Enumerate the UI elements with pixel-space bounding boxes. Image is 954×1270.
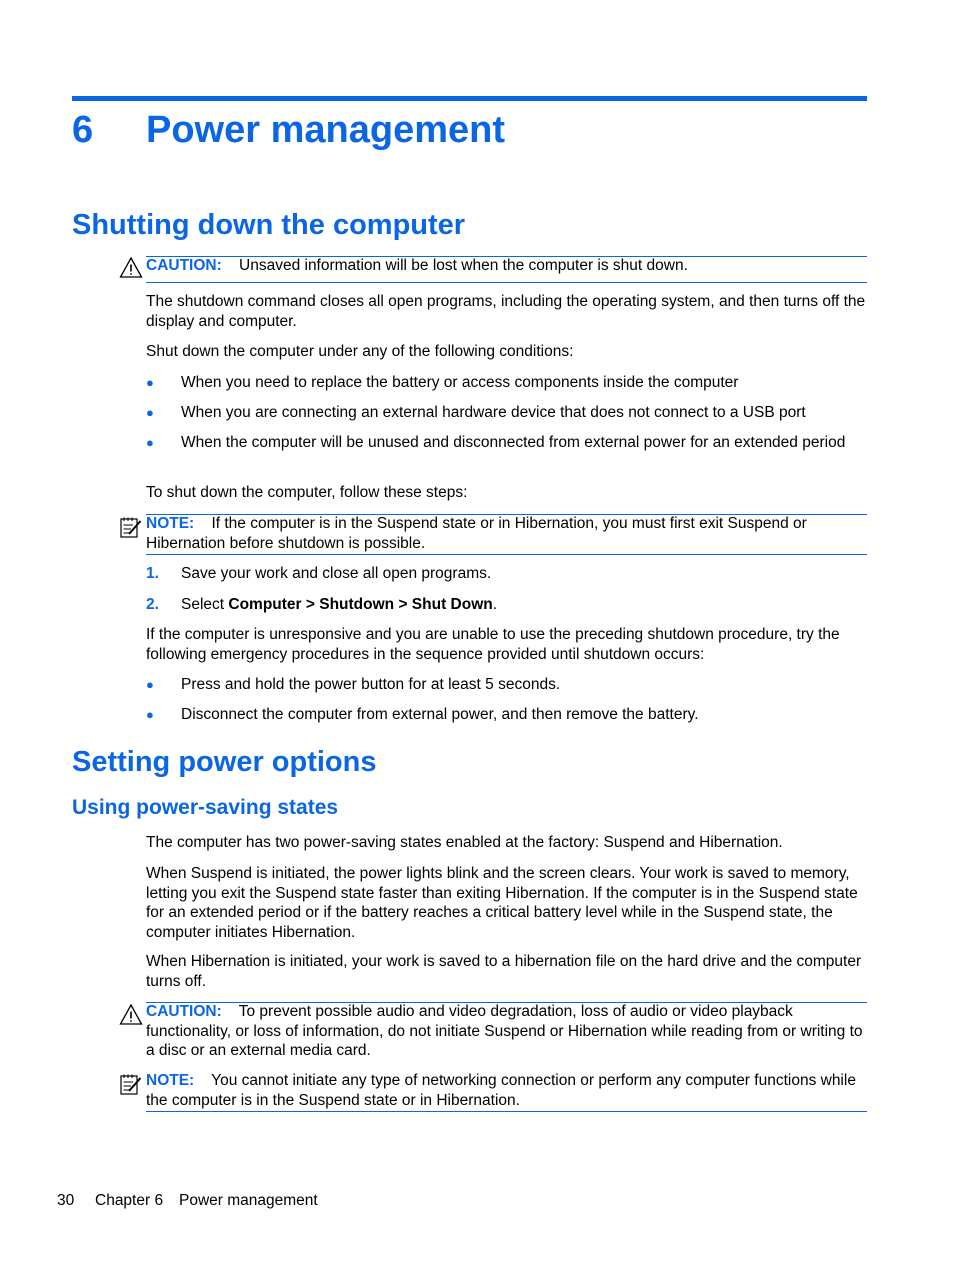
chapter-title: Power management xyxy=(146,109,505,151)
note-bottom-rule xyxy=(146,554,867,555)
page-number: 30 xyxy=(57,1192,75,1209)
caution-text: To prevent possible audio and video degradation, loss of audio or video playback functionality, or loss of information, do not initiate Suspend or Hibernation while reading from or writing to a disc or an external media card. xyxy=(146,1003,863,1059)
section-heading-power-options: Setting power options xyxy=(72,746,377,778)
caution-label: CAUTION: xyxy=(146,257,222,274)
list-item-text: When you need to replace the battery or access components inside the computer xyxy=(181,374,739,391)
note-pad-icon xyxy=(119,1072,143,1096)
menu-path: Computer > Shutdown > Shut Down xyxy=(228,596,493,613)
chapter-heading xyxy=(72,106,505,154)
note-pad-icon xyxy=(119,515,143,539)
page-footer xyxy=(57,1191,318,1211)
subsection-heading-power-saving: Using power-saving states xyxy=(72,796,339,819)
paragraph: When Hibernation is initiated, your work is saved to a hibernation file on the hard drive and the computer turns off. xyxy=(146,953,862,990)
step-suffix: . xyxy=(492,596,498,613)
step-text: Save your work and close all open programs. xyxy=(181,565,492,582)
note-text: You cannot initiate any type of networking connection or perform any computer functions while the computer is in the Suspend state or in Hibernation. xyxy=(146,1072,856,1109)
list-item-text: When you are connecting an external hardware device that does not connect to a USB port xyxy=(181,404,806,421)
note-notice xyxy=(146,1071,867,1110)
bullet-icon: ● xyxy=(146,707,154,722)
paragraph: The shutdown command closes all open programs, including the operating system, and then turns off the display and computer. xyxy=(146,293,866,330)
paragraph: When Suspend is initiated, the power lights blink and the screen clears. Your work is saved to memory, letting you exit the Suspend state faster than exiting Hibernation. If the computer is in the Suspend state for an extended period or if the battery reaches a critical battery level while in the Suspend state, the computer initiates Hibernation. xyxy=(146,865,858,941)
note-label: NOTE: xyxy=(146,1072,195,1089)
note-bottom-rule xyxy=(146,1111,867,1112)
bullet-icon: ● xyxy=(146,405,154,420)
note-label: NOTE: xyxy=(146,515,195,532)
list-item-text: Press and hold the power button for at least 5 seconds. xyxy=(181,676,561,693)
bullet-icon: ● xyxy=(146,375,154,390)
caution-notice xyxy=(146,1002,867,1061)
step-number: 2. xyxy=(146,596,159,613)
chapter-number: 6 xyxy=(72,109,94,151)
bullet-icon: ● xyxy=(146,677,154,692)
caution-bottom-rule xyxy=(146,282,867,283)
note-text: If the computer is in the Suspend state or in Hibernation, you must first exit Suspend or Hibernation before shutdown is possible. xyxy=(146,515,807,552)
step-number: 1. xyxy=(146,565,159,582)
paragraph: To shut down the computer, follow these steps: xyxy=(146,484,468,501)
caution-label: CAUTION: xyxy=(146,1003,222,1020)
caution-notice xyxy=(146,256,867,276)
warning-triangle-icon xyxy=(119,256,143,280)
paragraph: The computer has two power-saving states enabled at the factory: Suspend and Hibernation. xyxy=(146,834,783,851)
list-item-text: Disconnect the computer from external power, and then remove the battery. xyxy=(181,706,699,723)
warning-triangle-icon xyxy=(119,1003,143,1027)
section-heading-shutting-down: Shutting down the computer xyxy=(72,209,466,241)
paragraph: Shut down the computer under any of the following conditions: xyxy=(146,343,574,360)
step-prefix: Select xyxy=(181,596,229,613)
paragraph: If the computer is unresponsive and you are unable to use the preceding shutdown procedure, try the following emergency procedures in the sequence provided until shutdown occurs: xyxy=(146,626,840,663)
list-item-text: When the computer will be unused and disconnected from external power for an extended period xyxy=(181,434,846,451)
caution-text: Unsaved information will be lost when the computer is shut down. xyxy=(239,257,688,274)
bullet-icon: ● xyxy=(146,435,154,450)
step-text xyxy=(181,595,868,615)
note-notice xyxy=(146,514,867,553)
chapter-top-rule xyxy=(72,96,867,101)
footer-title: Power management xyxy=(179,1192,318,1209)
footer-chapter: Chapter 6 xyxy=(95,1192,164,1209)
